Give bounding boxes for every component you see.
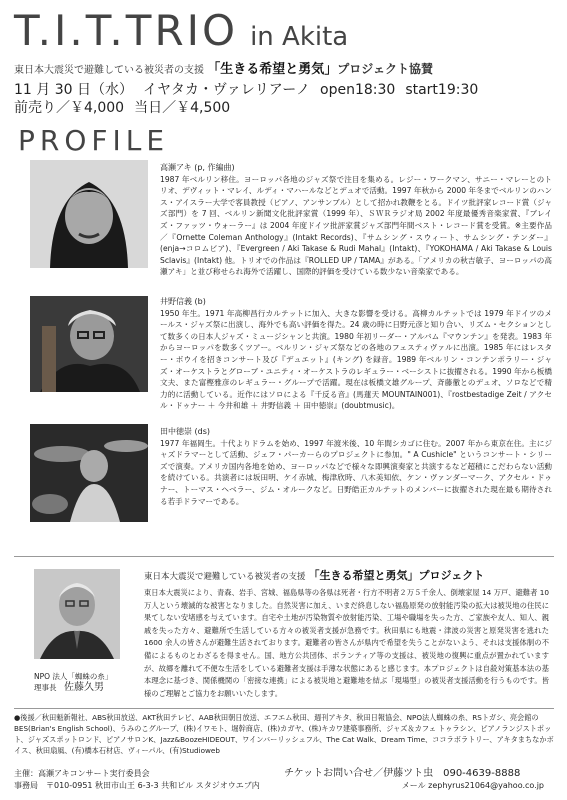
member-photo-takase (30, 160, 148, 268)
chairman-photo (34, 569, 120, 659)
caption-role: 理事長 (34, 683, 57, 692)
support-title-prefix: 東日本大震災で避難している被災者の支援 (144, 572, 306, 582)
support-prefix: 東日本大震災で避難している被災者の支援 (14, 65, 204, 76)
support-title (144, 567, 484, 583)
member-name: 井野信義 (b) (160, 297, 206, 306)
member-name: 高瀬アキ (p, 作編曲) (160, 163, 235, 172)
office-address: 事務局 〒010-0951 秋田市山王 6-3-3 共和ビル スタジオウエブ内 (14, 781, 260, 790)
member-photo-tanaka (30, 424, 148, 522)
ticket-contact: チケットお問い合せ／伊藤ツト虫 090-4639-8888 (284, 768, 521, 779)
member-bio-tanaka (160, 426, 552, 507)
organizer: 主催：高瀬アキコンサート実行委員会 (14, 769, 150, 778)
caption-name: 佐藤久男 (64, 682, 104, 693)
support-suffix: プロジェクト協賛 (337, 62, 433, 76)
member-bio-text: 1987 年ベルリン移住。ヨーロッパ各地のジャズ祭で注目を集める。レジー・ワークマン、サニー・マレーとのトリオ、デヴィット・マレイ、ルディ・マハールなどとデュオで活動。1997 年秋から 2000 年冬までベルリンのハンス・アイスラー大学で客員教授（ピアノ、アンサンブル）として招かれ教鞭をとる。ドイツ批評家レコード賞（ジャズ部門）を 7 回、ベルリン新聞文化批評家賞（1999 年）、ＳＷＲラジオ局 2002 年度最優秀音楽家賞、『ブレイズ・ファッツ・ウォーラー』は 2004 年度ドイツ批評家賞ジャズ部門年間ベスト・レコード賞を受賞。※主要作品／『Ornette Coleman Anthology』(Intakt Records)、『サムシング・スウィート、サムシング・テンダー』(enja→コロムビア)、『Evergreen / Aki Takase & Rudi Mahal』(Intakt)、『YOKOHAMA / Aki Takase & Louis Sclavis』(Intakt) 他。トリオでの作品は『ROLLED UP / TAMA』がある。「アメリカの秋吉敏子、ヨーロッパの高瀬アキ」と並び称せられ海外で活躍し、国際的評価を受けている数少ない音楽家である。 (160, 174, 552, 277)
member-photo-ino (30, 296, 148, 392)
divider (14, 708, 554, 709)
member-bio-text: 1977 年福岡生。十代よりドラムを始め、1997 年渡米後、10 年間シカゴに住む。2007 年から東京在住。主にジャズドラマーとして活動、ジェフ・パーカーらのプロジェクトに参加。" A Cushicle" というコンサート・シリーズで演奏。アメリカ国内各地を始め、ヨーロッパなどで様々な即興演奏家と共演するなど超積にこだわらない活動を続けている。共演者には坂田明、ケイ赤城、梅津欣時、八木美知依、ケン・ヴァンダーマーク、アクセル・ドゥナー、トーマス・ヘベラー、ジム・オルークなど。日野皓正カルテットのメンバーに抜擢された現在最も期待される若手ドラマーである。 (160, 438, 552, 506)
member-bio-takase (160, 162, 552, 278)
event-open: open18:30 (320, 82, 396, 98)
member-bio-text: 1950 年生。1971 年高柳昌行カルテットに加入、大きな影響を受ける。高柳カルテットでは 1979 年ドイツのメールス・ジャズ祭に出演し、海外でも高い評価を得た。24 歳の時に日野元彦と知り合い、リズム・セクションとして数多くの日本人ジャズ・ミュージシャンと共演。1980 年初リーダー・アルバム『マウンテン』を発表。1983 年からヨーロッパを数多くツアー。ベルリン・ジャズ祭などの各地のフェスティヴァルに出演。1985 年にはレスター・ボウイを招きコンサート及び『デュエット』(キング) を録音。1989 年ベルリン・コンテンポラリー・ジャズ・オーケストラとグローブ・ユニティ・オーケストラのレギュラー・ベーシストに抜擢される。1990 年から板橋文夫、また富樫雅彦のレギュラー・グループで活躍。現在は板橋文雄グループ、斉藤徹とのデュオ、ソロなどで精力的に活動している。近作にはソロによる『千反る音』(馬蓮天 MOUNTAIN001)、『rostbestadige Zeit / アクセル・ドゥナー ＋ 今井和雄 ＋ 井野信義 ＋ 田中徳崇』(doubtmusic)。 (160, 308, 552, 411)
support-body: 東日本大震災により、青森、岩手、宮城、福島県等の各県は死者・行方不明者２万５千余人、倒壊家屋 14 万戸、避難者 10 万人という壊滅的な被害となりました。自然災害に加え、いまだ終息しない福島原発の放射能汚染の拡大は被災地の住民に果てしない安堵感を与えています。自宅や土地が汚染物質や放射能汚染、工場や職場を失った方、ご家族や友人、知人、親戚を失った方々、避難所で生活している方々の被災者支援が急務です。秋田県にも地震・津波の災害と原発災害を逃れた 1600 余人の皆さんが避難生活されております。避難者の皆さんが県内で希望を失うことがないよう、それは支援体制の不備によるものとわざるを得ません。国、地方公共団体、ボランティア等の支援は、被災地の復興に重点が置かれていますが、故郷を離れて不便な生活をしている避難者支援は手薄な状態にあると感じます。本プロジェクトは自殺対策基本法の基本理念に基づき、関係機関の「密接な連携」による被災地と避難地を結ぶ「現場型」の被災者支援活動を行うものです。皆様のご理解とご協力をお願いいたします。 (144, 588, 549, 698)
price-advance: 前売り／￥4,000 (14, 100, 125, 116)
contact-email: メール zephyrus21064@yahoo.co.jp (401, 781, 544, 790)
title-line (14, 8, 554, 54)
support-title-highlight: 「生きる希望と勇気」 (314, 569, 419, 582)
member-name: 田中徳崇 (ds) (160, 427, 211, 436)
support-highlight: 「生きる希望と勇気」 (207, 62, 338, 77)
event-start: start19:30 (405, 82, 479, 98)
support-line (14, 58, 554, 77)
page-title: T.I.T.TRIO (14, 6, 239, 55)
support-section (14, 563, 554, 705)
divider (14, 556, 554, 557)
member-bio-ino (160, 296, 552, 412)
profile-heading: PROFILE (18, 124, 170, 157)
price-door: 当日／￥4,500 (134, 100, 231, 116)
event-venue: イヤタカ・ヴァレリアーノ (142, 82, 311, 98)
event-line (14, 81, 554, 99)
caption-org: NPO 法人「蜘蛛の糸」 (34, 672, 113, 681)
event-date: 11 月 30 日（水） (14, 82, 133, 98)
footer-left (14, 768, 260, 792)
support-title-suffix: プロジェクト (418, 569, 485, 582)
price-line (14, 99, 554, 117)
sponsors: ●後援／秋田魁新報社、ABS秋田放送、AKT秋田テレビ、AAB秋田朝日放送、エフエム秋田、週刊アキタ、秋田日報協会、NPO法人蜘蛛の糸、RSトガシ、亮会館の BES(Brian's English School)、うみのこグループ、(株)イワモト、堀幹商店、(株)カガヤ、(株)キカワ建築事務所、ジャズ＆カフェ トゥラシン、ピアノランジストポット、ジャズスポットロンド、ピアノサロンK、Jazz&BoozeHIDEOUT、ワインバーリッシュフル、The Cat Walk、Dream Time、ココラボラトリー、アキタまちなかボイス、秋田扇風、(有)橋本石材店、ヴィーパル、(有)Studioweb (14, 713, 554, 755)
header (14, 8, 554, 117)
page-subtitle: in Akita (250, 22, 349, 52)
footer-right (284, 768, 544, 792)
chairman-caption (34, 671, 134, 693)
